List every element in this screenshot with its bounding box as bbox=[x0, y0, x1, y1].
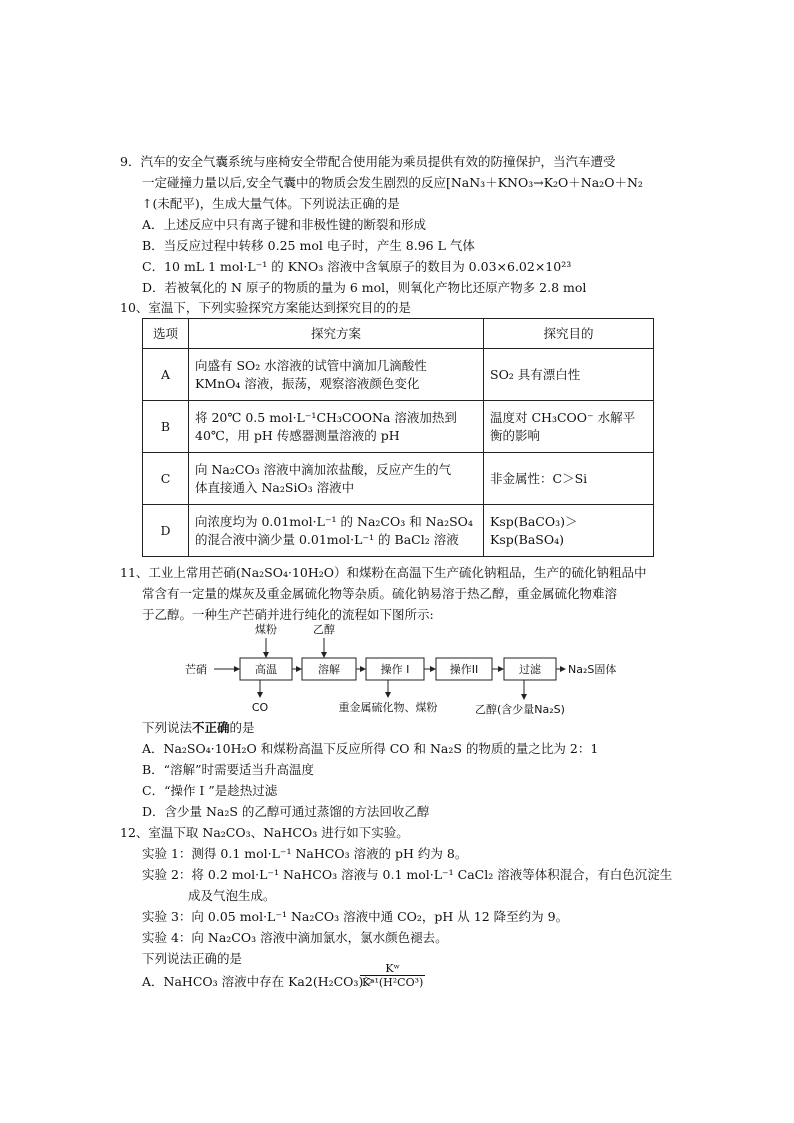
flow-output-metal-sulfide: 重金属硫化物、煤粉 bbox=[338, 701, 438, 714]
q9-line-2: 一定碰撞力量以后,安全气囊中的物质会发生剧烈的反应[NaN₃＋KNO₃→K₂O＋Na₂O＋N₂ bbox=[142, 175, 643, 190]
plan-line-2: KMnO₄ 溶液，振荡，观察溶液颜色变化 bbox=[195, 375, 420, 391]
flow-arrowhead bbox=[498, 666, 504, 672]
flow-end-label: Na₂S固体 bbox=[568, 663, 617, 676]
q11-option-d: D．含少量 Na₂S 的乙醇可通过蒸馏的方法回收乙醇 bbox=[142, 804, 430, 819]
flow-arrowhead bbox=[560, 666, 566, 672]
q10-row-plan bbox=[189, 453, 484, 505]
q11-ask-emphasis: 不正确 bbox=[192, 720, 230, 735]
q9-option-d: D．若被氧化的 N 原子的物质的量为 6 mol，则氧化产物比还原产物多 2.8 mol bbox=[142, 280, 587, 295]
q10-row-option: D bbox=[143, 505, 189, 557]
flow-arrowhead bbox=[263, 652, 269, 658]
q9-line-3: ↑(未配平)，生成大量气体。下列说法正确的是 bbox=[142, 196, 400, 211]
q11-line-1: 11、工业上常用芒硝(Na₂SO₄·10H₂O）和煤粉在高温下生产硫化钠粗品，生产的硫化钠粗品中 bbox=[120, 565, 647, 580]
q12-experiment-2: 实验 2：将 0.2 mol·L⁻¹ NaHCO₃ 溶液与 0.1 mol·L⁻¹ CaCl₂ 溶液等体积混合，有白色沉淀生 bbox=[142, 867, 673, 882]
plan-line-2: 40℃，用 pH 传感器测量溶液的 pH bbox=[195, 427, 400, 443]
q12-experiment-3: 实验 3：向 0.05 mol·L⁻¹ Na₂CO₃ 溶液中通 CO₂，pH 从 12 降至约为 9。 bbox=[142, 909, 569, 924]
q12-option-a-fraction bbox=[360, 962, 425, 989]
q10-row-goal bbox=[484, 401, 654, 453]
flow-input-ethanol: 乙醇 bbox=[313, 623, 335, 636]
q10-header-plan: 探究方案 bbox=[189, 319, 484, 349]
q11-option-c: C．“操作 I ”是趁热过滤 bbox=[142, 783, 278, 798]
q10-row-b bbox=[143, 401, 654, 453]
q11-line-2: 常含有一定量的煤灰及重金属硫化物等杂质。硫化钠易溶于热乙醇，重金属硫化物难溶 bbox=[142, 586, 618, 601]
q10-table-header bbox=[143, 319, 654, 349]
q10-row-goal bbox=[484, 453, 654, 505]
plan-line-2: 的混合液中滴少量 0.01mol·L⁻¹ 的 BaCl₂ 溶液 bbox=[195, 531, 459, 547]
q9-option-b: B．当反应过程中转移 0.25 mol 电子时，产生 8.96 L 气体 bbox=[142, 238, 475, 253]
q10-row-d bbox=[143, 505, 654, 557]
flow-arrowhead bbox=[296, 666, 302, 672]
q10-row-option: A bbox=[143, 349, 189, 401]
goal-line-1: Ksp(BaCO₃)＞Ksp(BaSO₄) bbox=[490, 513, 578, 547]
flow-box-label: 操作 I bbox=[380, 663, 410, 676]
q10-row-option: B bbox=[143, 401, 189, 453]
q10-row-goal bbox=[484, 349, 654, 401]
goal-line-2: 衡的影响 bbox=[490, 427, 541, 443]
q11-ask-post: 的是 bbox=[229, 720, 255, 735]
plan-line-1: 将 20℃ 0.5 mol·L⁻¹CH₃COONa 溶液加热到 bbox=[195, 409, 457, 425]
q11-option-a: A．Na₂SO₄·10H₂O 和煤粉高温下反应所得 CO 和 Na₂S 的物质的量之比为 2：1 bbox=[142, 741, 599, 756]
q11-option-b: B．“溶解”时需要适当升高温度 bbox=[142, 762, 314, 777]
flow-arrowhead bbox=[321, 652, 327, 658]
q9-option-a: A．上述反应中只有离子键和非极性键的断裂和形成 bbox=[142, 217, 427, 232]
goal-line-1: SO₂ 具有漂白性 bbox=[490, 366, 581, 382]
plan-line-1: 向 Na₂CO₃ 溶液中滴加浓盐酸，反应产生的气 bbox=[195, 461, 452, 477]
q10-header-goal: 探究目的 bbox=[484, 319, 654, 349]
plan-line-1: 向浓度均为 0.01mol·L⁻¹ 的 Na₂CO₃ 和 Na₂SO₄ bbox=[195, 513, 473, 529]
flow-output-co: CO bbox=[251, 701, 269, 714]
plan-line-1: 向盛有 SO₂ 水溶液的试管中滴加几滴酸性 bbox=[195, 357, 427, 373]
plan-line-2: 体直接通入 Na₂SiO₃ 溶液中 bbox=[195, 479, 355, 495]
q12-ask: 下列说法正确的是 bbox=[142, 951, 243, 966]
flow-arrowhead bbox=[430, 666, 436, 672]
q11-ask-pre: 下列说法 bbox=[142, 720, 193, 735]
q9-line-1: 9．汽车的安全气囊系统与座椅安全带配合使用能为乘员提供有效的防撞保护，当汽车遭受 bbox=[120, 154, 616, 169]
q11-ask bbox=[142, 718, 255, 738]
q10-row-a bbox=[143, 349, 654, 401]
q10-row-c bbox=[143, 453, 654, 505]
flow-arrowhead bbox=[360, 666, 366, 672]
q12-option-a: A．NaHCO₃ 溶液中存在 Ka2(H₂CO₃)＞ bbox=[142, 974, 376, 989]
q10-stem: 10、室温下，下列实验探究方案能达到探究目的的是 bbox=[120, 300, 411, 315]
q10-table bbox=[142, 318, 654, 557]
fraction-numerator: Kʷ bbox=[385, 962, 400, 975]
goal-line-1: 温度对 CH₃COO⁻ 水解平 bbox=[490, 409, 636, 425]
q11-line-3: 于乙醇。一种生产芒硝并进行纯化的流程如下图所示: bbox=[142, 607, 434, 622]
flow-box-label: 高温 bbox=[255, 663, 277, 676]
flow-input-coal: 煤粉 bbox=[255, 623, 277, 636]
q10-row-plan bbox=[189, 401, 484, 453]
flow-box-label: 溶解 bbox=[318, 663, 340, 676]
goal-line-1: 非金属性：C＞Si bbox=[490, 470, 588, 486]
q12-experiment-4: 实验 4：向 Na₂CO₃ 溶液中滴加氯水，氯水颜色褪去。 bbox=[142, 930, 448, 945]
q10-row-plan bbox=[189, 505, 484, 557]
q10-header-option: 选项 bbox=[143, 319, 189, 349]
flow-start-label: 芒硝 bbox=[185, 663, 207, 676]
flow-box-label: 操作II bbox=[449, 663, 479, 676]
flow-arrowhead bbox=[234, 666, 240, 672]
flow-box-label: 过滤 bbox=[519, 663, 541, 676]
flow-arrowhead bbox=[521, 694, 527, 700]
q12-experiment-2-cont: 成及气泡生成。 bbox=[188, 888, 276, 903]
q10-row-goal bbox=[484, 505, 654, 557]
q10-row-option: C bbox=[143, 453, 189, 505]
q10-row-plan bbox=[189, 349, 484, 401]
q12-stem: 12、室温下取 Na₂CO₃、NaHCO₃ 进行如下实验。 bbox=[120, 825, 409, 840]
flow-arrowhead bbox=[385, 692, 391, 698]
fraction-denominator: Kᵃ¹(H²CO³) bbox=[362, 976, 424, 989]
flow-output-ethanol: 乙醇(含少量Na₂S) bbox=[475, 703, 565, 716]
q12-experiment-1: 实验 1：测得 0.1 mol·L⁻¹ NaHCO₃ 溶液的 pH 约为 8。 bbox=[142, 846, 468, 861]
q9-option-c: C．10 mL 1 mol·L⁻¹ 的 KNO₃ 溶液中含氧原子的数目为 0.03×6.02×10²³ bbox=[142, 259, 572, 274]
flow-arrowhead bbox=[257, 692, 263, 698]
process-flow-diagram bbox=[170, 622, 640, 720]
